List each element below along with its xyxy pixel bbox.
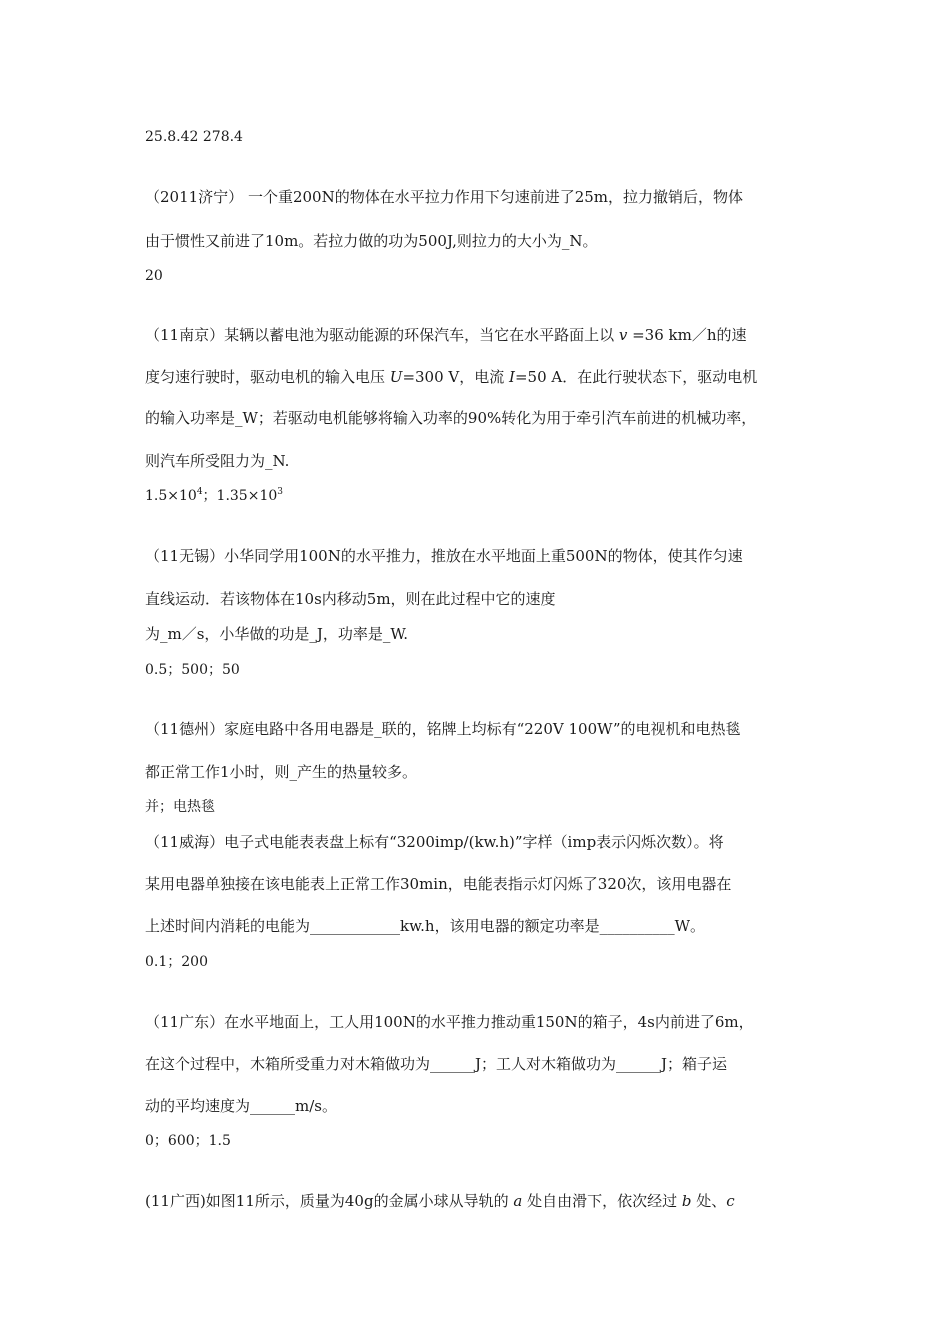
- question-guangdong-line-2: 在这个过程中，木箱所受重力对木箱做功为______J；工人对木箱做功为______J；箱子运: [145, 1055, 728, 1073]
- question-guangxi-line-1: (11广西)如图11所示，质量为40g的金属小球从导轨的 a 处自由滑下，依次经过 b 处、c: [145, 1192, 735, 1210]
- question-nanjing-line-2: 度匀速行驶时，驱动电机的输入电压 U=300 V，电流 I=50 A．在此行驶状态下，驱动电机: [145, 368, 758, 386]
- question-weihai-line-3: 上述时间内消耗的电能为____________kw.h，该用电器的额定功率是__________W。: [145, 917, 705, 935]
- question-jining-line-2: 由于惯性又前进了10m。若拉力做的功为500J,则拉力的大小为_N。: [145, 232, 598, 250]
- question-wuxi-line-1: （11无锡）小华同学用100N的水平推力，推放在水平地面上重500N的物体，使其作匀速: [145, 547, 743, 565]
- question-jining-line-1: （2011济宁） 一个重200N的物体在水平拉力作用下匀速前进了25m，拉力撤销后，物体: [145, 188, 744, 206]
- question-weihai-line-1: （11威海）电子式电能表表盘上标有“3200imp/(kw.h)”字样（imp表示闪烁次数）。将: [145, 833, 724, 851]
- answer-dezhou: 并；电热毯: [145, 799, 215, 815]
- question-wuxi-line-2: 直线运动．若该物体在10s内移动5m，则在此过程中它的速度: [145, 590, 556, 608]
- question-nanjing-line-3: 的输入功率是_W；若驱动电机能够将输入功率的90%转化为用于牵引汽车前进的机械功率，: [145, 409, 757, 427]
- question-nanjing-line-1: （11南京）某辆以蓄电池为驱动能源的环保汽车，当它在水平路面上以 v =36 km／h的速: [145, 326, 747, 344]
- answer-guangdong: 0；600；1.5: [145, 1133, 231, 1149]
- answer-line: 25.8.42 278.4: [145, 129, 243, 145]
- question-weihai-line-2: 某用电器单独接在该电能表上正常工作30min，电能表指示灯闪烁了320次，该用电器在: [145, 875, 732, 893]
- question-nanjing-line-4: 则汽车所受阻力为_N.: [145, 452, 290, 470]
- answer-weihai: 0.1；200: [145, 954, 208, 970]
- answer-nanjing: $1.5\times 10^4$；$1.35\times 10^3$: [145, 487, 283, 504]
- answer-jining: 20: [145, 268, 163, 284]
- answer-wuxi: 0.5；500；50: [145, 662, 240, 678]
- question-dezhou-line-1: （11德州）家庭电路中各用电器是_联的，铭牌上均标有“220V 100W”的电视机和电热毯: [145, 720, 741, 738]
- question-guangdong-line-3: 动的平均速度为______m/s。: [145, 1097, 337, 1115]
- question-guangdong-line-1: （11广东）在水平地面上，工人用100N的水平推力推动重150N的箱子，4s内前进了6m，: [145, 1013, 754, 1031]
- question-dezhou-line-2: 都正常工作1小时，则_产生的热量较多。: [145, 763, 418, 781]
- question-wuxi-line-3: 为_m／s，小华做的功是_J，功率是_W.: [145, 625, 408, 643]
